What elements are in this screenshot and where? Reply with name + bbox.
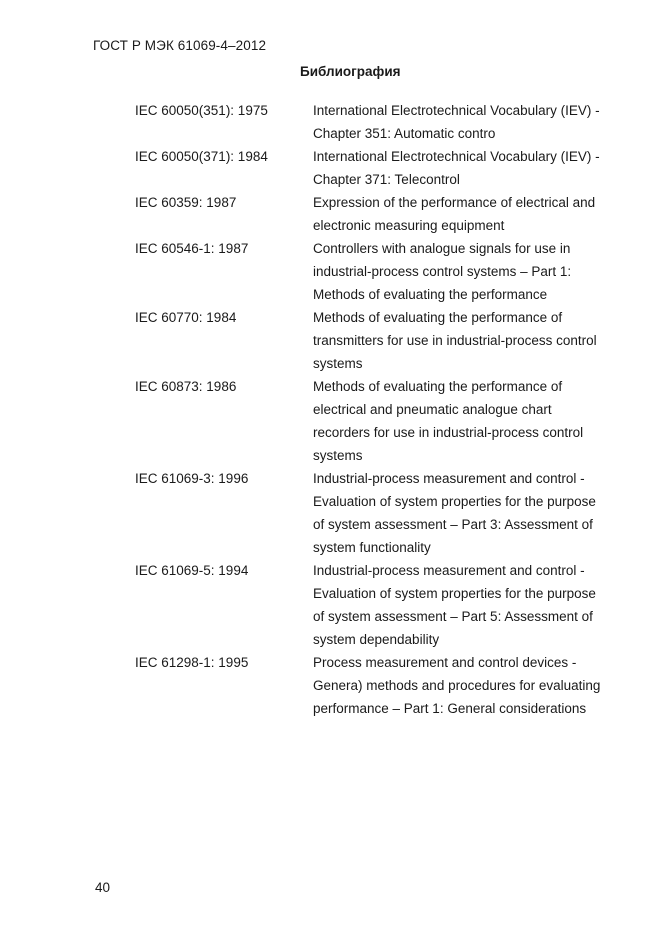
reference-description — [313, 467, 608, 559]
description-line: industrial-process control systems – Part 1: — [313, 264, 572, 279]
description-line: performance – Part 1: General considerations — [313, 701, 587, 716]
description-line: Methods of evaluating the performance — [313, 287, 548, 302]
bibliography-entry — [0, 375, 661, 467]
description-line: International Electrotechnical Vocabulary (IEV) - — [313, 149, 600, 164]
bibliography-entry — [0, 467, 661, 559]
page-number: 40 — [95, 880, 111, 895]
description-line: system dependability — [313, 632, 440, 647]
reference-code: IEC 60050(371): 1984 — [135, 149, 268, 164]
description-line: systems — [313, 448, 363, 463]
bibliography-entry — [0, 237, 661, 306]
description-line: Industrial-process measurement and control - — [313, 471, 585, 486]
description-line: International Electrotechnical Vocabulary (IEV) - — [313, 103, 600, 118]
reference-description — [313, 651, 608, 720]
reference-code: IEC 61069-5: 1994 — [135, 563, 249, 578]
reference-description — [313, 375, 608, 467]
description-line: of system assessment – Part 3: Assessment of — [313, 517, 593, 532]
bibliography-list — [0, 99, 661, 720]
description-line: system functionality — [313, 540, 431, 555]
description-line: of system assessment – Part 5: Assessment of — [313, 609, 593, 624]
reference-description — [313, 559, 608, 651]
bibliography-entry — [0, 191, 661, 237]
description-line: Controllers with analogue signals for use in — [313, 241, 571, 256]
bibliography-entry — [0, 651, 661, 720]
description-line: Chapter 371: Telecontrol — [313, 172, 460, 187]
description-line: electronic measuring equipment — [313, 218, 505, 233]
description-line: Expression of the performance of electrical and — [313, 195, 596, 210]
description-line: Evaluation of system properties for the purpose — [313, 494, 596, 509]
reference-code: IEC 60770: 1984 — [135, 310, 237, 325]
description-line: Process measurement and control devices - — [313, 655, 577, 670]
bibliography-entry — [0, 559, 661, 651]
description-line: systems — [313, 356, 363, 371]
description-line: Methods of evaluating the performance of — [313, 379, 563, 394]
description-line: Industrial-process measurement and control - — [313, 563, 585, 578]
bibliography-title: Библиография — [300, 64, 401, 79]
description-line: Chapter 351: Automatic contro — [313, 126, 496, 141]
reference-code: IEC 60050(351): 1975 — [135, 103, 268, 118]
bibliography-entry — [0, 306, 661, 375]
reference-code: IEC 61069-3: 1996 — [135, 471, 249, 486]
description-line: electrical and pneumatic analogue chart — [313, 402, 552, 417]
reference-code: IEC 61298-1: 1995 — [135, 655, 249, 670]
bibliography-entry — [0, 145, 661, 191]
reference-code: IEC 60546-1: 1987 — [135, 241, 249, 256]
reference-description — [313, 306, 608, 375]
reference-description — [313, 191, 608, 237]
description-line: Genera) methods and procedures for evaluating — [313, 678, 601, 693]
description-line: transmitters for use in industrial-process control — [313, 333, 597, 348]
document-header: ГОСТ Р МЭК 61069-4–2012 — [93, 38, 267, 53]
description-line: Evaluation of system properties for the purpose — [313, 586, 596, 601]
description-line: recorders for use in industrial-process control — [313, 425, 584, 440]
reference-description — [313, 145, 608, 191]
reference-description — [313, 237, 608, 306]
bibliography-entry — [0, 99, 661, 145]
reference-code: IEC 60359: 1987 — [135, 195, 237, 210]
reference-code: IEC 60873: 1986 — [135, 379, 237, 394]
reference-description — [313, 99, 608, 145]
description-line: Methods of evaluating the performance of — [313, 310, 563, 325]
